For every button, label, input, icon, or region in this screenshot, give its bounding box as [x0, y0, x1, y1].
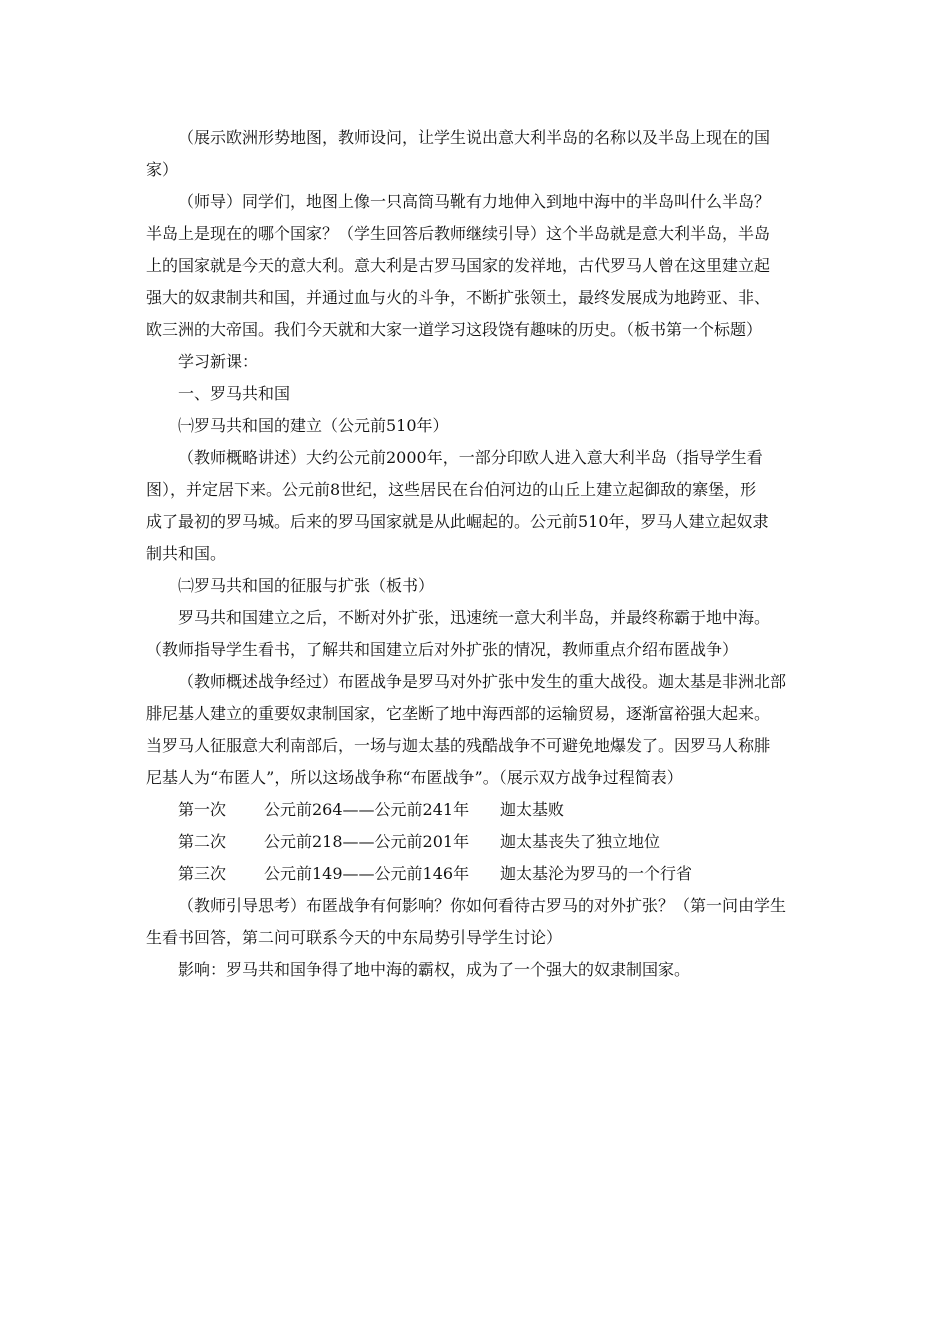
text-line: （教师概述战争经过）布匿战争是罗马对外扩张中发生的重大战役。迦太基是非洲北部: [178, 672, 787, 691]
text-line: 腓尼基人建立的重要奴隶制国家，它垄断了地中海西部的运输贸易，逐渐富裕强大起来。: [146, 704, 771, 723]
war-row: [146, 858, 808, 890]
war-row: [146, 826, 808, 858]
text-line: 上的国家就是今天的意大利。意大利是古罗马国家的发祥地，古代罗马人曾在这里建立起: [146, 256, 771, 275]
text-line: 成了最初的罗马城。后来的罗马国家就是从此崛起的。公元前510年，罗马人建立起奴隶: [146, 512, 769, 531]
text-line: 尼基人为“布匿人”，所以这场战争称“布匿战争”。（展示双方战争过程简表）: [146, 768, 683, 787]
text-line: 一、罗马共和国: [178, 384, 291, 403]
war-result: 迦太基败: [500, 800, 565, 819]
text-line: （展示欧洲形势地图，教师设问，让学生说出意大利半岛的名称以及半岛上现在的国: [178, 128, 771, 147]
war-order: 第一次: [178, 800, 227, 819]
text-line: （教师指导学生看书，了解共和国建立后对外扩张的情况，教师重点介绍布匿战争）: [146, 640, 739, 659]
text-line: ㈠罗马共和国的建立（公元前510年）: [178, 416, 449, 435]
text-line: 图），并定居下来。公元前8世纪，这些居民在台伯河边的山丘上建立起御敌的寨堡，形: [146, 480, 757, 499]
text-line: 欧三洲的大帝国。我们今天就和大家一道学习这段饶有趣味的历史。（板书第一个标题）: [146, 320, 763, 339]
war-period: 公元前264——公元前241年: [264, 800, 470, 819]
text-line: 罗马共和国建立之后，不断对外扩张，迅速统一意大利半岛，并最终称霸于地中海。: [178, 608, 771, 627]
text-line: 半岛上是现在的哪个国家？（学生回答后教师继续引导）这个半岛就是意大利半岛，半岛: [146, 224, 771, 243]
war-result: 迦太基沦为罗马的一个行省: [500, 864, 693, 883]
text-line: （教师引导思考）布匿战争有何影响？你如何看待古罗马的对外扩张？（第一问由学生: [178, 896, 787, 915]
closing-lines: [146, 890, 808, 986]
text-line: （师导）同学们，地图上像一只高筒马靴有力地伸入到地中海中的半岛叫什么半岛？: [178, 192, 771, 211]
text-lines: [146, 122, 808, 794]
war-order: 第三次: [178, 864, 227, 883]
text-line: ㈡罗马共和国的征服与扩张（板书）: [178, 576, 435, 595]
war-order: 第二次: [178, 832, 227, 851]
war-period: 公元前218——公元前201年: [264, 832, 470, 851]
war-result: 迦太基丧失了独立地位: [500, 832, 661, 851]
war-period: 公元前149——公元前146年: [264, 864, 470, 883]
text-line: 家）: [146, 160, 179, 179]
text-line: 学习新课：: [178, 352, 259, 371]
text-line: 影响：罗马共和国争得了地中海的霸权，成为了一个强大的奴隶制国家。: [178, 960, 691, 979]
text-line: 生看书回答，第二问可联系今天的中东局势引导学生讨论）: [146, 928, 563, 947]
document-body: [146, 122, 808, 986]
text-line: 制共和国。: [146, 544, 227, 563]
text-line: 当罗马人征服意大利南部后，一场与迦太基的残酷战争不可避免地爆发了。因罗马人称腓: [146, 736, 771, 755]
text-line: 强大的奴隶制共和国，并通过血与火的斗争，不断扩张领土，最终发展成为地跨亚、非、: [146, 288, 771, 307]
war-row: [146, 794, 808, 826]
war-table: [146, 794, 808, 890]
text-line: （教师概略讲述）大约公元前2000年，一部分印欧人进入意大利半岛（指导学生看: [178, 448, 763, 467]
